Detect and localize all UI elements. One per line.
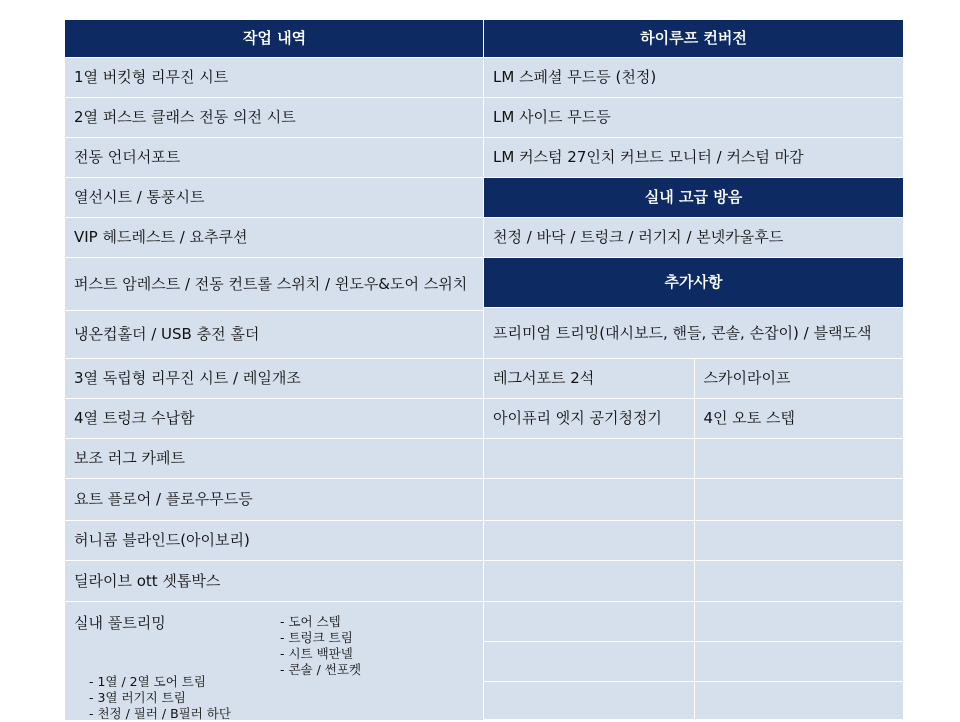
work-item: 허니콤 블라인드(아이보리)	[65, 521, 484, 561]
trimming-subitem: - 시트 백판넬	[280, 646, 353, 661]
trimming-subitem: - 도어 스텝	[280, 614, 341, 629]
trimming-sublist-right	[280, 614, 361, 678]
option-item: LM 커스텀 27인치 커브드 모니터 / 커스텀 마감	[484, 138, 903, 178]
work-list-header: 작업 내역	[65, 20, 484, 58]
interior-trimming-block	[65, 602, 484, 720]
work-item: 냉온컵홀더 / USB 충전 홀더	[65, 311, 484, 359]
extras-header: 추가사항	[484, 258, 903, 308]
empty-cell	[484, 439, 694, 479]
option-item: 4인 오토 스텝	[694, 399, 904, 439]
high-roof-header: 하이루프 컨버전	[484, 20, 903, 58]
option-item: 레그서포트 2석	[484, 359, 694, 399]
work-item: 보조 러그 카페트	[65, 439, 484, 479]
empty-cell	[694, 561, 904, 602]
option-item: 프리미엄 트리밍(대시보드, 핸들, 콘솔, 손잡이) / 블랙도색	[484, 308, 903, 359]
empty-cell	[484, 602, 694, 642]
empty-cell	[694, 479, 904, 521]
trimming-subitem: - 트렁크 트림	[280, 630, 353, 645]
empty-cell	[694, 521, 904, 561]
work-item: 4열 트렁크 수납함	[65, 399, 484, 439]
work-item: 딜라이브 ott 셋톱박스	[65, 561, 484, 602]
work-item: 2열 퍼스트 클래스 전동 의전 시트	[65, 98, 484, 138]
empty-cell	[694, 439, 904, 479]
empty-cell	[694, 682, 904, 720]
option-item: 천정 / 바닥 / 트렁크 / 러기지 / 본넷카울후드	[484, 218, 903, 258]
trimming-subitem: - 1열 / 2열 도어 트림	[89, 674, 206, 689]
empty-cell	[694, 602, 904, 642]
option-item: 아이퓨리 엣지 공기청정기	[484, 399, 694, 439]
option-item: 스카이라이프	[694, 359, 904, 399]
work-item: 전동 언더서포트	[65, 138, 484, 178]
empty-cell	[694, 642, 904, 682]
work-item: 1열 버킷형 리무진 시트	[65, 58, 484, 98]
work-item: 3열 독립형 리무진 시트 / 레일개조	[65, 359, 484, 399]
work-table	[65, 20, 903, 720]
empty-cell	[484, 561, 694, 602]
interior-trimming-title: 실내 풀트리밍	[74, 614, 166, 632]
option-item: LM 스페셜 무드등 (천정)	[484, 58, 903, 98]
column-divider	[483, 20, 484, 720]
empty-cell	[484, 479, 694, 521]
empty-cell	[484, 642, 694, 682]
trimming-subitem: - 콘솔 / 썬포켓	[280, 662, 362, 677]
empty-cell	[484, 521, 694, 561]
work-item: 열선시트 / 통풍시트	[65, 178, 484, 218]
work-item: 요트 플로어 / 플로우무드등	[65, 479, 484, 521]
trimming-subitem: - 천정 / 필러 / B필러 하단	[89, 706, 231, 721]
trimming-subitem: - 3열 러기지 트림	[89, 690, 186, 705]
empty-cell	[484, 682, 694, 720]
option-item: LM 사이드 무드등	[484, 98, 903, 138]
work-item: 퍼스트 암레스트 / 전동 컨트롤 스위치 / 윈도우&도어 스위치	[65, 258, 484, 311]
soundproof-header: 실내 고급 방음	[484, 178, 903, 218]
work-item: VIP 헤드레스트 / 요추쿠션	[65, 218, 484, 258]
trimming-sublist-left	[89, 674, 231, 722]
